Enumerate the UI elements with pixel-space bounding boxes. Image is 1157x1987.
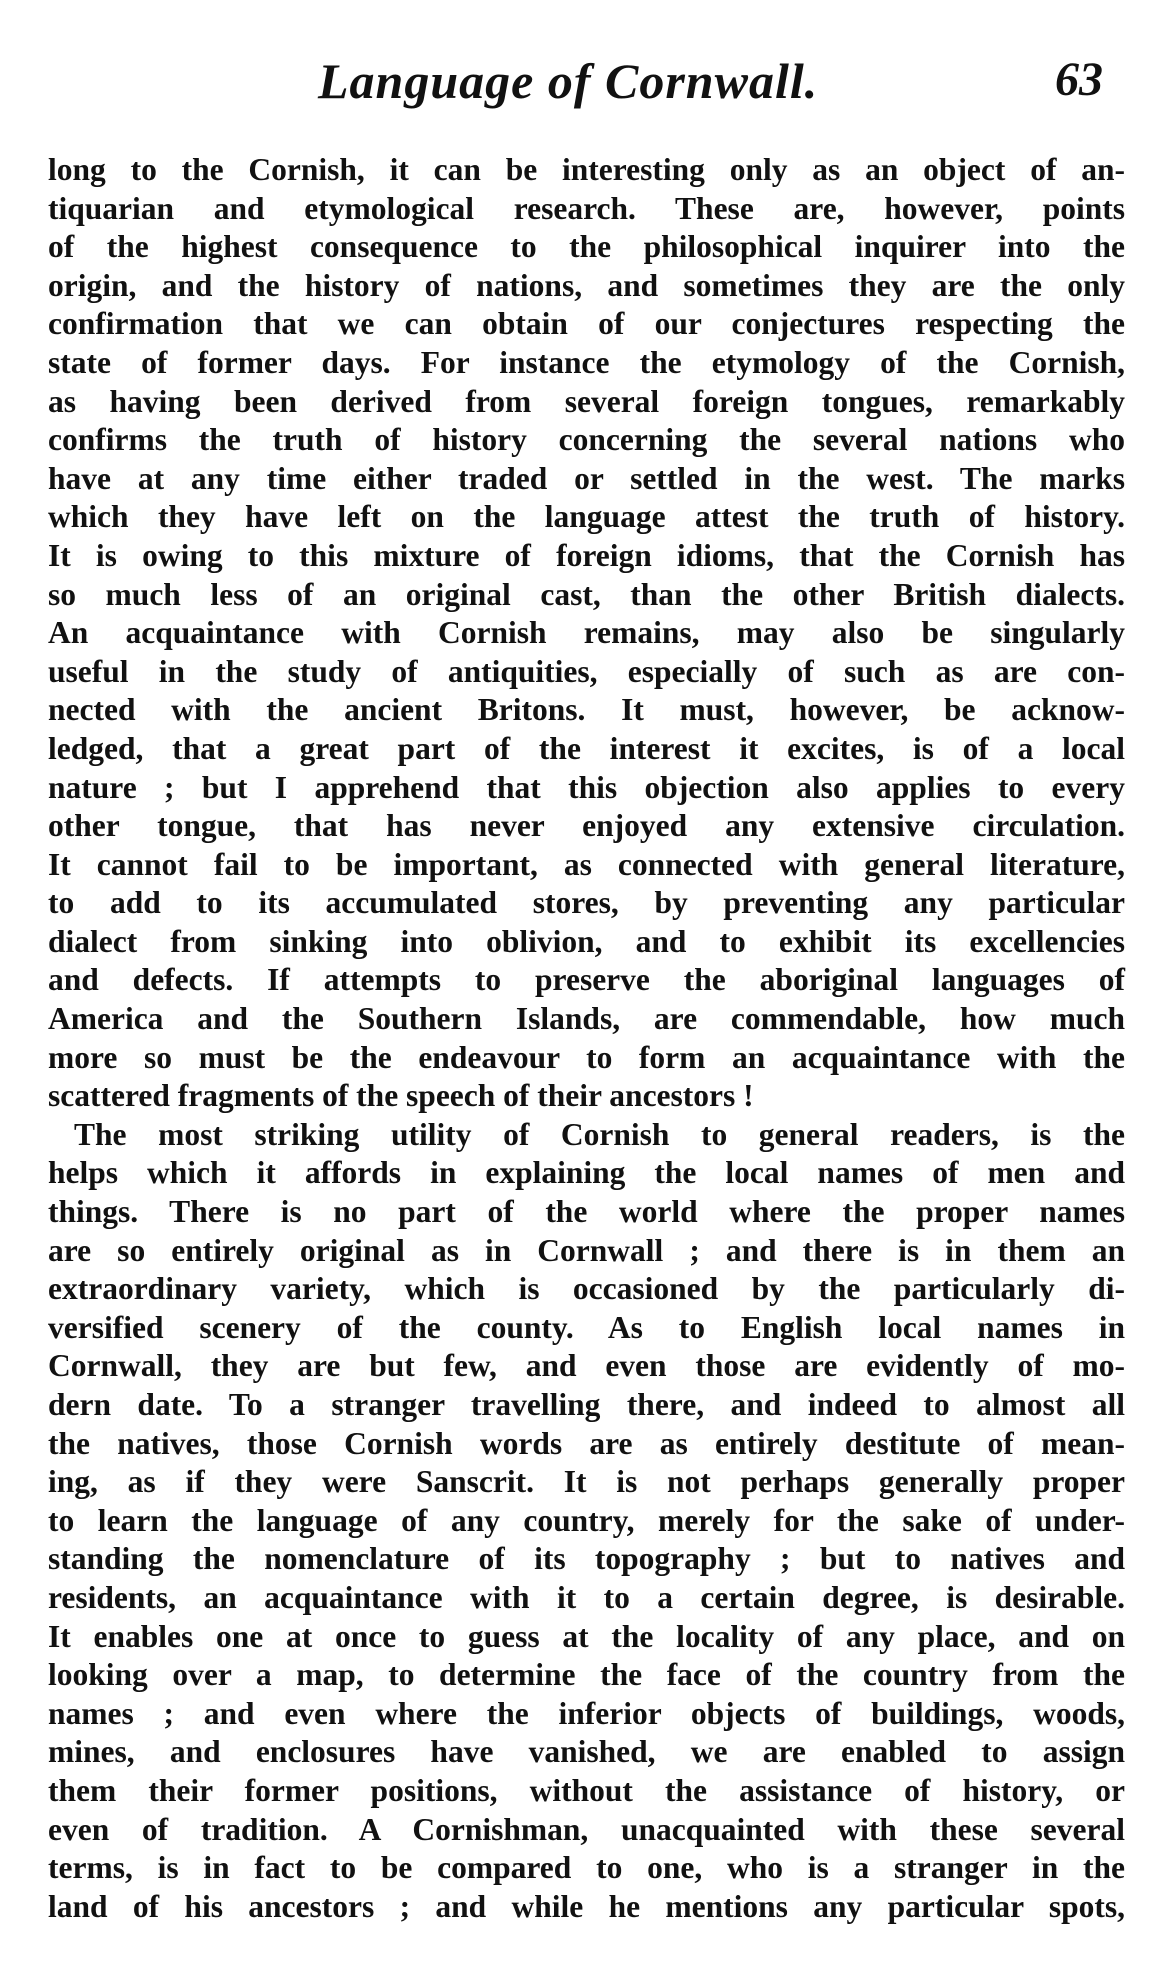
text-line: are so entirely original as in Cornwall ; and there is in them an: [48, 1232, 1125, 1268]
text-line: standing the nomenclature of its topography ; but to natives and: [48, 1541, 1125, 1577]
text-line: extraordinary variety, which is occasioned by the particularly di-: [48, 1271, 1125, 1307]
text-line: nected with the ancient Britons. It must, however, be acknow-: [48, 692, 1125, 728]
text-line: Cornwall, they are but few, and even those are evidently of mo-: [48, 1348, 1125, 1384]
text-line: scattered fragments of the speech of their ancestors !: [48, 1078, 754, 1114]
text-line: more so must be the endeavour to form an acquaintance with the: [48, 1039, 1125, 1075]
text-line: have at any time either traded or settled in the west. The marks: [48, 460, 1125, 496]
body-text: [48, 151, 1125, 1926]
text-line: confirms the truth of history concerning the several nations who: [48, 422, 1125, 458]
text-line: versified scenery of the county. As to English local names in: [48, 1309, 1125, 1345]
text-line: so much less of an original cast, than the other British dialects.: [48, 576, 1125, 612]
running-title: Language of Cornwall.: [318, 53, 819, 109]
text-line: helps which it affords in explaining the local names of men and: [48, 1155, 1125, 1191]
text-line: which they have left on the language attest the truth of history.: [48, 499, 1125, 535]
text-line: to add to its accumulated stores, by preventing any particular: [48, 885, 1125, 921]
text-line: even of tradition. A Cornishman, unacquainted with these several: [48, 1811, 1125, 1847]
text-line: land of his ancestors ; and while he mentions any particular spots,: [48, 1888, 1125, 1924]
text-line: dern date. To a stranger travelling there, and indeed to almost all: [48, 1387, 1125, 1422]
text-line: ing, as if they were Sanscrit. It is not perhaps generally proper: [48, 1464, 1125, 1500]
text-line: useful in the study of antiquities, especially of such as are con-: [48, 653, 1125, 689]
text-line: origin, and the history of nations, and sometimes they are the only: [48, 267, 1125, 303]
page-number: 63: [1055, 53, 1103, 106]
text-line: It is owing to this mixture of foreign idioms, that the Cornish has: [48, 537, 1125, 573]
text-line: mines, and enclosures have vanished, we are enabled to assign: [48, 1734, 1125, 1770]
text-line: confirmation that we can obtain of our conjectures respecting the: [48, 306, 1125, 342]
text-line: names ; and even where the inferior objects of buildings, woods,: [48, 1695, 1125, 1731]
text-line: terms, is in fact to be compared to one, who is a stranger in the: [48, 1850, 1125, 1886]
text-line: tiquarian and etymological research. These are, however, points: [48, 190, 1125, 226]
text-line: ledged, that a great part of the interest it excites, is of a local: [48, 730, 1125, 766]
text-line: other tongue, that has never enjoyed any extensive circulation.: [48, 808, 1125, 844]
text-line: dialect from sinking into oblivion, and to exhibit its excellencies: [48, 923, 1125, 959]
page-header: [0, 52, 1157, 112]
text-line: nature ; but I apprehend that this objection also applies to every: [48, 769, 1125, 805]
text-line: long to the Cornish, it can be interesting only as an object of an-: [48, 152, 1125, 187]
text-line: them their former positions, without the assistance of history, or: [48, 1772, 1125, 1808]
text-line: looking over a map, to determine the face of the country from the: [48, 1657, 1125, 1693]
text-line: to learn the language of any country, merely for the sake of under-: [48, 1502, 1125, 1538]
text-line: The most striking utility of Cornish to general readers, is the: [74, 1116, 1125, 1152]
text-line: the natives, those Cornish words are as entirely destitute of mean-: [48, 1425, 1125, 1461]
text-line: residents, an acquaintance with it to a certain degree, is desirable.: [48, 1579, 1125, 1615]
text-line: America and the Southern Islands, are commendable, how much: [48, 1001, 1125, 1037]
text-line: It cannot fail to be important, as connected with general literature,: [48, 846, 1125, 882]
text-line: state of former days. For instance the etymology of the Cornish,: [48, 344, 1125, 380]
text-line: things. There is no part of the world where the proper names: [48, 1194, 1125, 1230]
text-line: It enables one at once to guess at the locality of any place, and on: [48, 1618, 1125, 1654]
text-line: of the highest consequence to the philosophical inquirer into the: [48, 229, 1125, 265]
text-line: and defects. If attempts to preserve the aboriginal languages of: [48, 962, 1125, 998]
text-line: An acquaintance with Cornish remains, may also be singularly: [48, 615, 1125, 651]
text-line: as having been derived from several foreign tongues, remarkably: [48, 383, 1125, 419]
